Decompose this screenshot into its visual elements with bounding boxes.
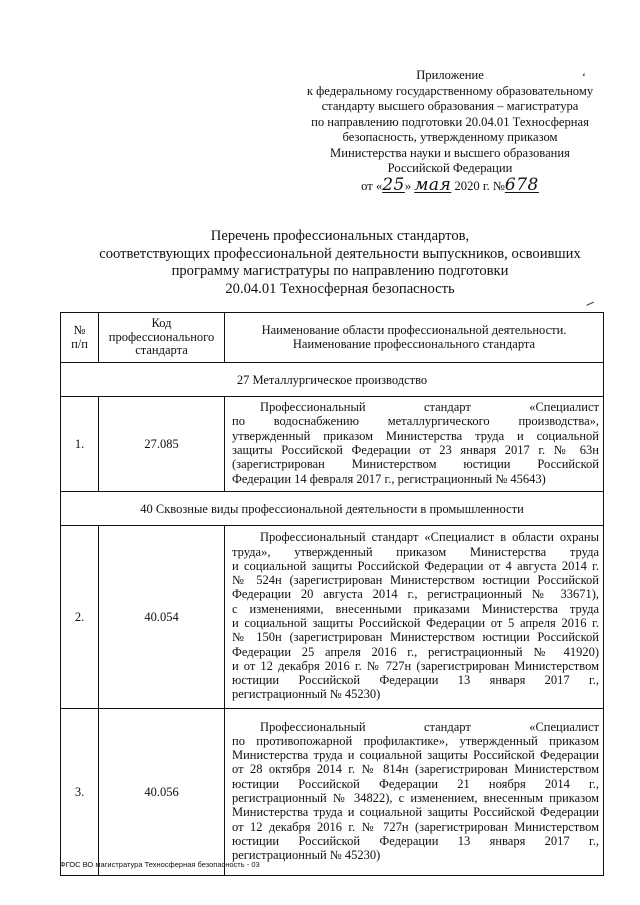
standard-description: [225, 709, 604, 876]
header-name-line: Наименование области профессиональной деятельности.: [261, 323, 567, 337]
header-name-line: Наименование профессионального стандарта: [292, 336, 536, 351]
title-line: соответствующих профессиональной деятельности выпускников, освоивших: [99, 245, 581, 262]
appendix-block: [285, 68, 615, 194]
table-row: [61, 397, 604, 492]
standard-description: [225, 397, 604, 492]
row-number: 1.: [61, 397, 99, 492]
section-title: 27 Металлургическое производство: [61, 363, 604, 397]
appendix-heading: Приложение: [416, 68, 484, 82]
table-row: [61, 709, 604, 876]
section-row: [61, 363, 604, 397]
desc-line: по водоснабжению металлургического производства»,: [232, 414, 599, 429]
document-title: [40, 228, 640, 298]
appendix-line: по направлению подготовки 20.04.01 Техносферная: [311, 114, 589, 129]
desc-line: Министерства труда и социальной защиты Российской Федерации: [232, 748, 599, 763]
desc-line: юстиции Российской Федерации 21 ноября 2014 г.,: [232, 776, 599, 791]
appendix-line: стандарту высшего образования – магистратура: [321, 99, 579, 113]
order-number-handwritten: 678: [504, 174, 539, 195]
table-row: [61, 526, 604, 709]
standard-code: 40.054: [99, 526, 225, 709]
desc-line: юстиции Российской Федерации 13 января 2017 г.,: [232, 833, 599, 848]
desc-line: Федерации 25 апреля 2016 г., регистрационный № 41920): [232, 644, 599, 659]
page-footer: ФГОС ВО магистратура Техносферная безопасность - 03: [60, 860, 260, 869]
title-line: Перечень профессиональных стандартов,: [210, 228, 470, 244]
desc-line: и от 12 декабря 2016 г. № 727н (зарегистрирован Министерством: [232, 658, 599, 673]
table-header-row: [61, 313, 604, 363]
desc-line: защиты Российской Федерации от 23 января 2017 г. № 63н: [232, 443, 599, 457]
header-name: [225, 313, 604, 363]
date-mid: »: [404, 178, 412, 193]
section-row: [61, 492, 604, 526]
desc-line: № 524н (зарегистрирован Министерством юстиции Российской: [232, 573, 599, 588]
header-code-line: стандарта: [135, 343, 188, 358]
header-num-line: п/п: [71, 336, 88, 351]
header-code-line: профессионального: [108, 329, 215, 344]
desc-line: юстиции Российской Федерации 13 января 2017 г.,: [232, 673, 599, 688]
appendix-line: Российской Федерации: [387, 161, 513, 175]
desc-line: Федерации 14 февраля 2017 г., регистрационный № 45643): [232, 471, 546, 486]
desc-line: и социальной защиты Российской Федерации от 5 апреля 2016 г.: [232, 616, 599, 630]
pen-mark: [586, 302, 595, 310]
desc-line: регистрационный № 45230): [232, 687, 381, 702]
header-num: [61, 313, 99, 363]
section-title: 40 Сквозные виды профессиональной деятельности в промышленности: [61, 492, 604, 526]
desc-line: с изменениями, внесенными приказами Министерства труда: [232, 601, 599, 616]
row-number: 3.: [61, 709, 99, 876]
header-num-line: №: [73, 323, 86, 337]
title-line: 20.04.01 Техносферная безопасность: [225, 280, 455, 297]
row-number: 2.: [61, 526, 99, 709]
appendix-line: Министерства науки и высшего образования: [330, 145, 570, 160]
desc-line: № 150н (зарегистрирован Министерством юстиции Российской: [232, 630, 599, 645]
desc-line: и социальной защиты Российской Федерации от 4 августа 2014 г.: [232, 558, 599, 573]
desc-line: утвержденный приказом Министерства труда и социальной: [232, 428, 599, 443]
standard-code: 40.056: [99, 709, 225, 876]
date-prefix: от «: [361, 178, 383, 193]
title-line: программу магистратуры по направлению подготовки: [171, 263, 509, 279]
desc-line: (зарегистрирован Министерством юстиции Российской: [232, 457, 599, 472]
desc-line: Профессиональный стандарт «Специалист: [260, 400, 599, 415]
appendix-line: безопасность, утвержденному приказом: [342, 130, 558, 144]
desc-line: Профессиональный стандарт «Специалист в области охраны: [260, 530, 599, 545]
desc-line: труда», утвержденный приказом Министерства труда: [232, 544, 599, 559]
desc-line: регистрационный № 34822), с изменением, внесенным приказом: [232, 791, 599, 805]
desc-line: Профессиональный стандарт «Специалист: [260, 719, 599, 734]
desc-line: регистрационный № 45230): [232, 848, 381, 863]
header-code-line: Код: [151, 316, 172, 331]
date-day-handwritten: 25: [382, 174, 405, 195]
standard-description: [225, 526, 604, 709]
standards-table: [60, 312, 604, 876]
desc-line: по противопожарной профилактике», утвержденный приказом: [232, 733, 599, 748]
date-year: 2020 г. №: [454, 178, 505, 193]
standard-code: 27.085: [99, 397, 225, 492]
desc-line: от 28 октября 2014 г. № 814н (зарегистрирован Министерством: [232, 762, 599, 777]
order-date-line: [285, 174, 615, 195]
header-code: [99, 313, 225, 363]
desc-line: от 12 декабря 2016 г. № 727н (зарегистрирован Министерством: [232, 819, 599, 834]
date-month-handwritten: мая: [414, 174, 452, 195]
desc-line: Министерства труда и социальной защиты Российской Федерации: [232, 805, 599, 820]
desc-line: Федерации 20 августа 2014 г., регистрационный № 33671),: [232, 587, 599, 602]
tick-mark: ʻ: [582, 70, 586, 84]
appendix-line: к федеральному государственному образовательному: [306, 83, 594, 98]
